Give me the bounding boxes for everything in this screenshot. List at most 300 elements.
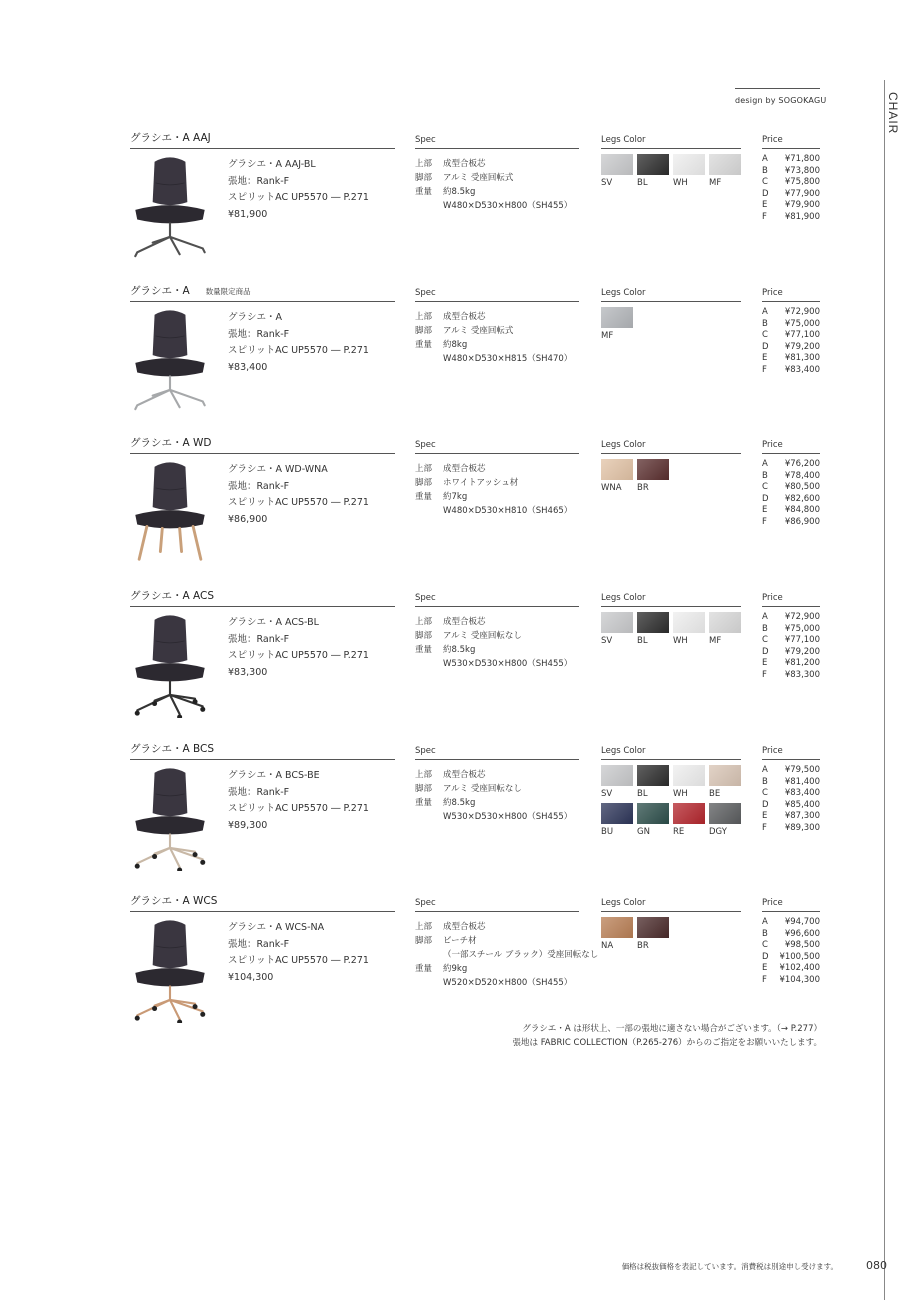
spec-key: 重量 [415, 798, 433, 808]
section-rule [762, 148, 820, 149]
spec-row [415, 615, 572, 629]
section-rule [762, 911, 820, 912]
price-row [762, 154, 820, 166]
section-rule [601, 606, 741, 607]
product-title [130, 130, 211, 145]
price-value: ¥76,200 [784, 459, 820, 469]
spec-list [415, 157, 572, 213]
price-row [762, 365, 820, 377]
price-list [762, 612, 820, 682]
price-value: ¥79,500 [784, 765, 820, 775]
price-header: Price [762, 898, 783, 908]
price-grade: C [762, 635, 768, 646]
spec-row [415, 324, 572, 338]
product-ref: スピリットAC UP5570 ― P.271 [228, 345, 369, 356]
swatch [601, 154, 633, 188]
caster-wheel [177, 868, 182, 871]
swatch-code: SV [601, 178, 613, 188]
section-rule [415, 453, 579, 454]
legs-color-header: Legs Color [601, 135, 646, 145]
swatch-chip [601, 154, 633, 175]
caster-wheel [152, 1006, 157, 1011]
spec-row [415, 920, 598, 934]
section-rule [601, 301, 741, 302]
price-row [762, 823, 820, 835]
price-value: ¥102,400 [779, 963, 820, 974]
price-value: ¥94,700 [784, 917, 820, 927]
swatch [673, 765, 705, 799]
product-title [130, 741, 214, 756]
price-row [762, 330, 820, 342]
price-row [762, 353, 820, 365]
swatch-code: SV [601, 789, 613, 799]
spec-list [415, 768, 572, 824]
section-rule [601, 911, 741, 912]
spec-key: 重量 [415, 964, 433, 974]
product-fabric: 張地：Rank-F [228, 328, 290, 340]
notes [400, 1022, 822, 1050]
price-header: Price [762, 440, 783, 450]
spec-key: 脚部 [415, 173, 433, 183]
price-row [762, 212, 820, 224]
product-title [130, 588, 214, 603]
spec-value: アルミ 受座回転式 [443, 173, 514, 183]
chair-backrest [153, 920, 188, 968]
chair-seat [135, 358, 204, 376]
product-section [130, 741, 820, 886]
section-rule [762, 301, 820, 302]
price-value: ¥72,900 [784, 612, 820, 622]
swatch [601, 612, 633, 646]
spec-row [415, 976, 598, 990]
price-row [762, 517, 820, 529]
spec-row [415, 476, 572, 490]
product-ref: スピリットAC UP5570 ― P.271 [228, 192, 369, 203]
product-title [130, 435, 212, 450]
chair-base [137, 986, 203, 1019]
swatch [601, 765, 633, 799]
price-grade: E [762, 353, 768, 364]
product-ref: スピリットAC UP5570 ― P.271 [228, 650, 369, 661]
price-row [762, 319, 820, 331]
product-info [228, 310, 369, 376]
product-section [130, 283, 820, 428]
chair-seat [135, 816, 204, 834]
spec-key: 重量 [415, 492, 433, 502]
product-model: グラシエ・A BCS-BE [228, 770, 320, 781]
price-value: ¥89,300 [784, 822, 820, 833]
spec-row [415, 504, 572, 518]
swatch-code: WH [673, 789, 688, 799]
swatch [673, 803, 705, 837]
caster-wheel [152, 854, 157, 859]
caster-wheel [135, 1016, 140, 1021]
side-rule [884, 80, 885, 1300]
spec-row [415, 657, 572, 671]
swatch-chip [673, 765, 705, 786]
spec-row [415, 185, 572, 199]
section-rule [415, 148, 579, 149]
price-row [762, 765, 820, 777]
spec-row [415, 490, 572, 504]
swatch-chip [709, 154, 741, 175]
price-value: ¥100,500 [779, 951, 820, 962]
caster-wheel [200, 1012, 205, 1017]
price-value: ¥75,800 [784, 177, 820, 188]
swatch-code: BR [637, 941, 649, 951]
limited-badge: 数量限定商品 [205, 287, 251, 296]
spec-header: Spec [415, 288, 436, 298]
spec-value: 約8.5kg [443, 645, 476, 655]
spec-row [415, 310, 572, 324]
price-grade: C [762, 177, 768, 188]
price-row [762, 917, 820, 929]
price-value: ¥87,300 [784, 811, 820, 822]
spec-key: 上部 [415, 922, 433, 932]
swatch-chip [601, 307, 633, 328]
price-row [762, 929, 820, 941]
spec-row [415, 962, 598, 976]
spec-row [415, 810, 572, 824]
price-row [762, 975, 820, 987]
price-value: ¥75,000 [784, 318, 820, 329]
chair-image [130, 917, 210, 1023]
swatch-code: BE [709, 789, 721, 799]
price-row [762, 624, 820, 636]
spec-header: Spec [415, 593, 436, 603]
price-list [762, 765, 820, 835]
spec-value: ビーチ材 [443, 936, 477, 946]
price-grade: A [762, 307, 768, 317]
swatch-chip [637, 803, 669, 824]
swatch [709, 612, 741, 646]
price-row [762, 658, 820, 670]
price-row [762, 177, 820, 189]
spec-key: 上部 [415, 159, 433, 169]
product-model: グラシエ・A [228, 312, 282, 323]
swatch [601, 917, 633, 951]
swatch-chip [673, 803, 705, 824]
caster-wheel [135, 711, 140, 716]
price-grade: E [762, 505, 768, 516]
chair-image [130, 459, 210, 565]
spec-value: W480×D530×H810（SH465） [443, 506, 573, 516]
price-grade: C [762, 940, 768, 951]
chair-backrest [153, 768, 188, 816]
price-value: ¥77,100 [784, 635, 820, 646]
price-row [762, 494, 820, 506]
chair-base [135, 223, 204, 256]
spec-key: 上部 [415, 770, 433, 780]
spec-key: 脚部 [415, 478, 433, 488]
swatch [709, 154, 741, 188]
product-ref: スピリットAC UP5570 ― P.271 [228, 955, 369, 966]
spec-row [415, 782, 572, 796]
product-name: グラシエ・A [130, 285, 190, 297]
swatch [601, 803, 633, 837]
swatch-chip [601, 612, 633, 633]
caster-wheel [152, 701, 157, 706]
price-row [762, 612, 820, 624]
price-value: ¥104,300 [779, 974, 820, 985]
product-info [228, 157, 369, 223]
price-value: ¥79,200 [784, 646, 820, 657]
section-rule [130, 301, 395, 302]
price-header: Price [762, 288, 783, 298]
price-grade: B [762, 928, 768, 939]
section-rule [130, 606, 395, 607]
price-list [762, 307, 820, 377]
product-fabric: 張地：Rank-F [228, 480, 290, 492]
swatch-chip [601, 765, 633, 786]
swatch-code: BL [637, 178, 648, 188]
spec-value: W480×D530×H815（SH470） [443, 354, 573, 364]
spec-value: W530×D530×H800（SH455） [443, 812, 573, 822]
price-row [762, 811, 820, 823]
price-value: ¥85,400 [784, 799, 820, 810]
spec-header: Spec [415, 898, 436, 908]
product-title [130, 283, 251, 298]
swatch-code: GN [637, 827, 650, 837]
chair-image [130, 307, 210, 413]
caster-wheel [193, 699, 198, 704]
legs-color-header: Legs Color [601, 440, 646, 450]
price-row [762, 800, 820, 812]
price-grade: F [762, 974, 767, 985]
swatch-code: WNA [601, 483, 622, 493]
product-name: グラシエ・A WCS [130, 895, 218, 907]
product-section [130, 588, 820, 733]
price-grade: C [762, 330, 768, 341]
price-value: ¥71,800 [784, 154, 820, 164]
price-grade: D [762, 799, 769, 810]
spec-key: 脚部 [415, 784, 433, 794]
spec-value: 成型合板芯 [443, 617, 486, 627]
chair-image [130, 154, 210, 260]
spec-row [415, 338, 572, 352]
caster-wheel [193, 852, 198, 857]
swatch-chip [709, 803, 741, 824]
price-grade: F [762, 516, 767, 527]
swatch-chip [709, 612, 741, 633]
swatch [601, 459, 633, 493]
spec-value: 約8.5kg [443, 798, 476, 808]
spec-key: 上部 [415, 312, 433, 322]
product-ref: スピリットAC UP5570 ― P.271 [228, 497, 369, 508]
price-row [762, 647, 820, 659]
section-rule [601, 148, 741, 149]
swatch-code: MF [709, 636, 722, 646]
spec-value: 約7kg [443, 492, 468, 502]
spec-value: 成型合板芯 [443, 464, 486, 474]
spec-list [415, 920, 598, 990]
swatch-code: BU [601, 827, 614, 837]
product-price: ¥83,300 [228, 666, 268, 678]
price-grade: F [762, 822, 767, 833]
section-rule [415, 301, 579, 302]
section-rule [601, 759, 741, 760]
spec-row [415, 934, 598, 948]
spec-key: 重量 [415, 645, 433, 655]
price-value: ¥79,200 [784, 341, 820, 352]
spec-row [415, 796, 572, 810]
product-fabric: 張地：Rank-F [228, 633, 290, 645]
price-value: ¥83,400 [784, 788, 820, 799]
price-value: ¥81,400 [784, 776, 820, 787]
price-row [762, 505, 820, 517]
chair-image [130, 612, 210, 718]
swatch [637, 459, 669, 493]
swatch-chip [601, 459, 633, 480]
price-header: Price [762, 135, 783, 145]
swatch-code: DGY [709, 827, 727, 837]
spec-value: 成型合板芯 [443, 159, 486, 169]
swatch-code: BL [637, 789, 648, 799]
chair-backrest [153, 462, 188, 510]
swatch-chip [637, 917, 669, 938]
spec-value: アルミ 受座回転式 [443, 326, 514, 336]
chair-backrest [153, 157, 188, 205]
price-grade: A [762, 459, 768, 469]
product-price: ¥83,400 [228, 361, 268, 373]
section-rule [130, 911, 395, 912]
price-list [762, 154, 820, 224]
spec-value: 約9kg [443, 964, 468, 974]
section-rule [415, 759, 579, 760]
spec-value: 成型合板芯 [443, 312, 486, 322]
price-value: ¥84,800 [784, 505, 820, 516]
tax-note: 価格は税抜価格を表記しています。消費税は別途申し受けます。 [621, 1262, 838, 1271]
note-line: 張地は FABRIC COLLECTION（P.265-276）からのご指定をお願いいたします。 [512, 1038, 822, 1048]
price-grade: E [762, 658, 768, 669]
price-row [762, 952, 820, 964]
product-price: ¥81,900 [228, 208, 268, 220]
price-grade: F [762, 364, 767, 375]
spec-row [415, 157, 572, 171]
swatch [637, 917, 669, 951]
product-info [228, 920, 369, 986]
spec-value: （一部スチール ブラック）受座回転なし [443, 950, 599, 960]
price-value: ¥83,400 [784, 364, 820, 375]
product-ref: スピリットAC UP5570 ― P.271 [228, 803, 369, 814]
spec-key: 重量 [415, 340, 433, 350]
spec-key: 重量 [415, 187, 433, 197]
price-grade: E [762, 811, 768, 822]
section-rule [762, 759, 820, 760]
product-fabric: 張地：Rank-F [228, 786, 290, 798]
swatch [637, 612, 669, 646]
spec-key: 脚部 [415, 936, 433, 946]
price-row [762, 189, 820, 201]
swatch-chip [637, 765, 669, 786]
product-name: グラシエ・A ACS [130, 590, 215, 602]
price-value: ¥77,100 [784, 330, 820, 341]
swatch [637, 765, 669, 799]
price-grade: A [762, 917, 768, 927]
price-row [762, 635, 820, 647]
spec-value: W480×D530×H800（SH455） [443, 201, 573, 211]
swatch [637, 803, 669, 837]
price-grade: D [762, 188, 769, 199]
price-value: ¥81,900 [784, 211, 820, 222]
chair-image [130, 765, 210, 871]
chair-backrest [153, 615, 188, 663]
spec-value: ホワイトアッシュ材 [443, 478, 519, 488]
section-rule [762, 606, 820, 607]
product-name: グラシエ・A AAJ [130, 132, 211, 144]
price-value: ¥83,300 [784, 669, 820, 680]
swatch-chip [709, 765, 741, 786]
section-rule [762, 453, 820, 454]
price-grade: A [762, 612, 768, 622]
price-header: Price [762, 746, 783, 756]
spec-value: アルミ 受座回転なし [443, 631, 522, 641]
chair-base [139, 526, 201, 559]
price-grade: D [762, 951, 769, 962]
design-credit: design by SOGOKAGU [735, 96, 827, 105]
price-row [762, 471, 820, 483]
product-model: グラシエ・A ACS-BL [228, 617, 319, 628]
price-row [762, 777, 820, 789]
chair-backrest [153, 310, 188, 358]
spec-list [415, 615, 572, 671]
caster-wheel [200, 707, 205, 712]
product-section [130, 893, 820, 1038]
product-model: グラシエ・A WD-WNA [228, 464, 328, 475]
price-value: ¥96,600 [784, 928, 820, 939]
spec-value: 成型合板芯 [443, 770, 486, 780]
product-info [228, 615, 369, 681]
spec-value: 約8kg [443, 340, 468, 350]
spec-value: W520×D520×H800（SH455） [443, 978, 573, 988]
product-info [228, 768, 369, 834]
caster-wheel [193, 1004, 198, 1009]
price-value: ¥82,600 [784, 493, 820, 504]
caster-wheel [135, 864, 140, 869]
price-grade: B [762, 165, 768, 176]
spec-row [415, 352, 572, 366]
price-row [762, 459, 820, 471]
price-grade: F [762, 211, 767, 222]
price-grade: B [762, 470, 768, 481]
price-grade: F [762, 669, 767, 680]
product-name: グラシエ・A WD [130, 437, 212, 449]
price-value: ¥72,900 [784, 307, 820, 317]
swatch [673, 612, 705, 646]
legs-color-header: Legs Color [601, 746, 646, 756]
price-row [762, 963, 820, 975]
spec-key: 脚部 [415, 631, 433, 641]
chair-seat [135, 205, 204, 223]
spec-value: W530×D530×H800（SH455） [443, 659, 573, 669]
section-rule [415, 911, 579, 912]
spec-row [415, 462, 572, 476]
chair-seat [135, 663, 204, 681]
legs-color-header: Legs Color [601, 593, 646, 603]
swatch-chip [601, 803, 633, 824]
note-line: グラシエ・A は形状上、一部の張地に適さない場合がございます。（→ P.277） [522, 1024, 822, 1034]
price-value: ¥80,500 [784, 482, 820, 493]
price-grade: A [762, 154, 768, 164]
spec-key: 上部 [415, 464, 433, 474]
swatch [709, 803, 741, 837]
caster-wheel [177, 715, 182, 718]
price-row [762, 307, 820, 319]
chair-base [135, 376, 204, 409]
spec-value: アルミ 受座回転なし [443, 784, 522, 794]
price-row [762, 166, 820, 178]
product-fabric: 張地：Rank-F [228, 175, 290, 187]
